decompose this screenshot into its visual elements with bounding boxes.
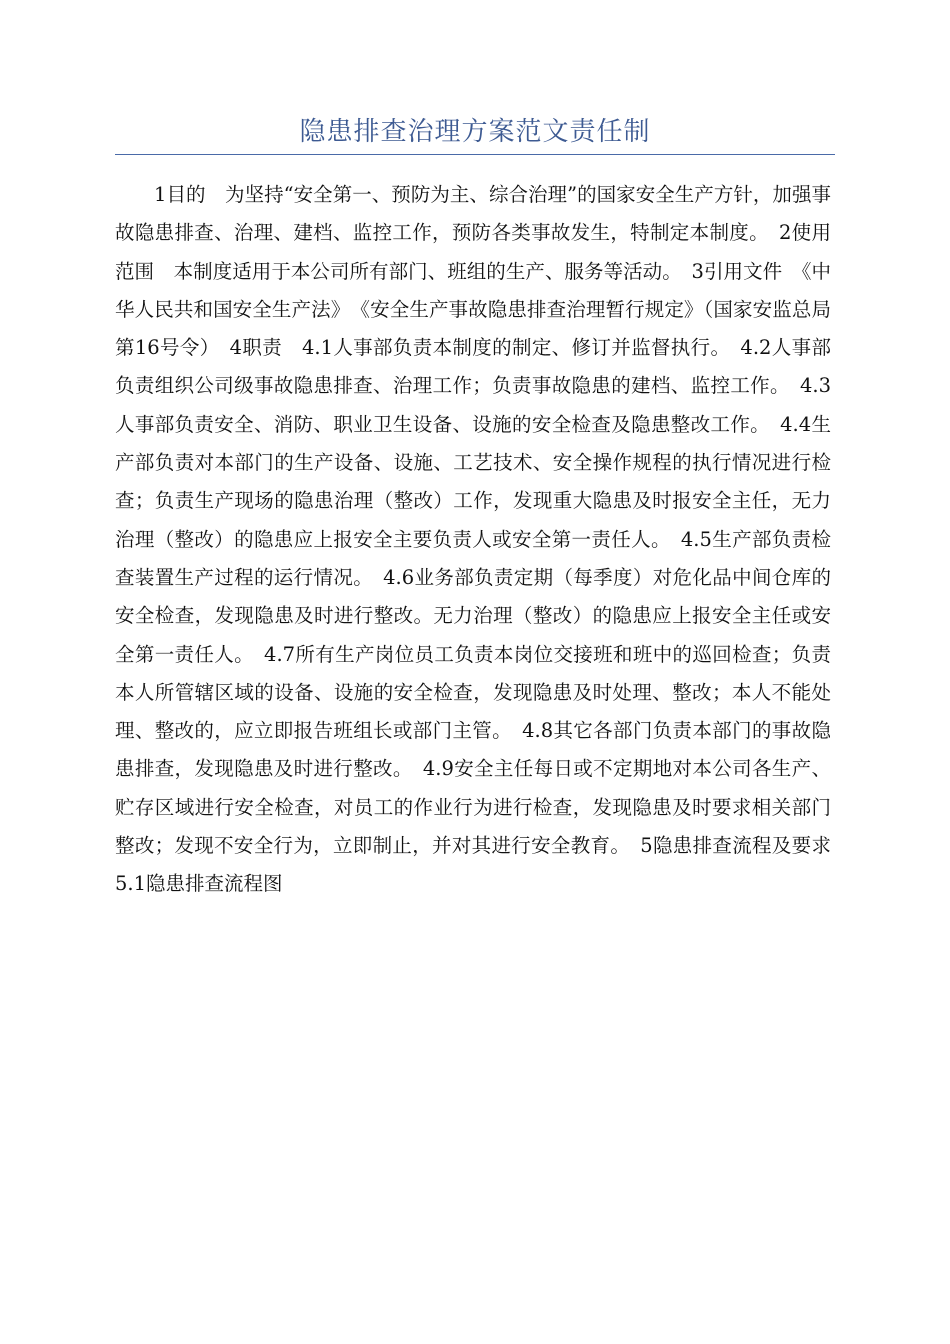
document-title: 隐患排查治理方案范文责任制 [299,117,651,147]
title-underline [115,154,835,155]
document-body: 1目的 为坚持“安全第一、预防为主、综合治理”的国家安全生产方针，加强事故隐患排查、治理、建档、监控工作，预防各类事故发生，特制定本制度。 2使用范围 本制度适用于本公司所有部门、班组的生产、服务等活动。 3引用文件 《中华人民共和国安全生产法》 《安全生产事故隐患排查治理暂行规定》（国家安监总局第16号令） 4职责 4.1人事部负责本制度的制定、修订并监督执行。 4.2人事部负责组织公司级事故隐患排查、治理工作；负责事故隐患的建档、监控工作。 4.3人事部负责安全、消防、职业卫生设备、设施的安全检查及隐患整改工作。 4.4生产部负责对本部门的生产设备、设施、工艺技术、安全操作规程的执行情况进行检查；负责生产现场的隐患治理（整改）工作，发现重大隐患及时报安全主任，无力治理（整改）的隐患应上报安全主要负责人或安全第一责任人。 4.5生产部负责检查装置生产过程的运行情况。 4.6业务部负责定期（每季度）对危化品中间仓库的安全检查，发现隐患及时进行整改。无力治理（整改）的隐患应上报安全主任或安全第一责任人。 4.7所有生产岗位员工负责本岗位交接班和班中的巡回检查；负责本人所管辖区域的设备、设施的安全检查，发现隐患及时处理、整改；本人不能处理、整改的，应立即报告班组长或部门主管。 4.8其它各部门负责本部门的事故隐患排查，发现隐患及时进行整改。 4.9安全主任每日或不定期地对本公司各生产、贮存区域进行安全检查，对员工的作业行为进行检查，发现隐患及时要求相关部门整改；发现不安全行为，立即制止，并对其进行安全教育。 5隐患排查流程及要求 5.1隐患排查流程图 [115,183,851,896]
